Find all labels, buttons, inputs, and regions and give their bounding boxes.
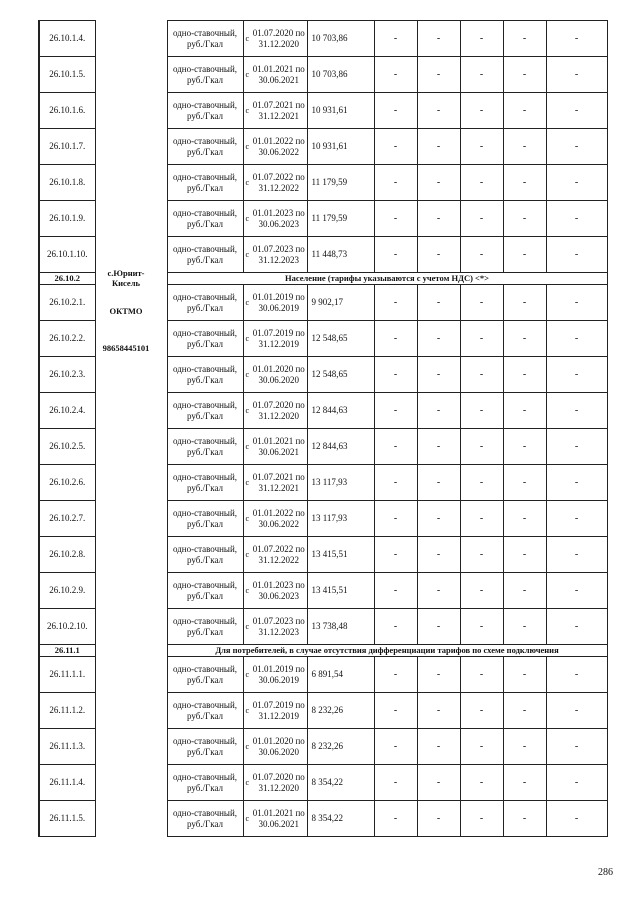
cell-d4: -	[503, 57, 546, 93]
cell-d5: -	[546, 165, 607, 201]
cell-period: 01.01.2019 по 30.06.2019	[251, 285, 307, 321]
table-row	[39, 657, 607, 693]
cell-c: с	[243, 21, 251, 57]
cell-type: одно-ставочный, руб./Гкал	[167, 501, 243, 537]
cell-value: 12 548,65	[307, 321, 374, 357]
cell-type: одно-ставочный, руб./Гкал	[167, 357, 243, 393]
table-row	[39, 129, 607, 165]
side-column-cell	[95, 657, 167, 693]
cell-d1: -	[374, 165, 417, 201]
cell-d4: -	[503, 801, 546, 837]
cell-d5: -	[546, 501, 607, 537]
cell-period: 01.07.2023 по 31.12.2023	[251, 237, 307, 273]
cell-d3: -	[460, 609, 503, 645]
side-column-cell	[95, 57, 167, 93]
cell-d2: -	[417, 801, 460, 837]
cell-d4: -	[503, 693, 546, 729]
cell-period: 01.07.2019 по 31.12.2019	[251, 321, 307, 357]
cell-value: 10 931,61	[307, 129, 374, 165]
cell-d2: -	[417, 93, 460, 129]
cell-d3: -	[460, 765, 503, 801]
cell-d1: -	[374, 573, 417, 609]
cell-c: с	[243, 465, 251, 501]
cell-type: одно-ставочный, руб./Гкал	[167, 237, 243, 273]
cell-d3: -	[460, 21, 503, 57]
side-column-cell	[95, 357, 167, 393]
cell-c: с	[243, 729, 251, 765]
cell-value: 13 117,93	[307, 501, 374, 537]
page-number: 286	[598, 867, 613, 878]
cell-d5: -	[546, 657, 607, 693]
cell-c: с	[243, 357, 251, 393]
side-column-cell	[95, 21, 167, 57]
cell-d5: -	[546, 729, 607, 765]
cell-d1: -	[374, 393, 417, 429]
cell-d3: -	[460, 801, 503, 837]
cell-d4: -	[503, 357, 546, 393]
cell-type: одно-ставочный, руб./Гкал	[167, 321, 243, 357]
cell-d1: -	[374, 285, 417, 321]
cell-d5: -	[546, 537, 607, 573]
cell-type: одно-ставочный, руб./Гкал	[167, 201, 243, 237]
cell-type: одно-ставочный, руб./Гкал	[167, 57, 243, 93]
cell-d1: -	[374, 693, 417, 729]
cell-code: 26.10.2.5.	[39, 429, 95, 465]
cell-code: 26.10.2.2.	[39, 321, 95, 357]
cell-d1: -	[374, 657, 417, 693]
cell-d1: -	[374, 21, 417, 57]
tariff-table	[38, 20, 608, 837]
cell-code: 26.11.1.4.	[39, 765, 95, 801]
cell-d2: -	[417, 729, 460, 765]
cell-c: с	[243, 609, 251, 645]
side-column-cell	[95, 801, 167, 837]
table-row	[39, 609, 607, 645]
section-code: 26.10.2	[39, 273, 95, 285]
cell-d5: -	[546, 465, 607, 501]
cell-value: 13 415,51	[307, 537, 374, 573]
cell-d3: -	[460, 393, 503, 429]
table-row	[39, 501, 607, 537]
cell-c: с	[243, 285, 251, 321]
cell-d3: -	[460, 237, 503, 273]
cell-c: с	[243, 801, 251, 837]
cell-d2: -	[417, 573, 460, 609]
cell-period: 01.07.2019 по 31.12.2019	[251, 693, 307, 729]
cell-value: 10 703,86	[307, 21, 374, 57]
cell-d3: -	[460, 657, 503, 693]
cell-d4: -	[503, 201, 546, 237]
cell-period: 01.01.2022 по 30.06.2022	[251, 501, 307, 537]
cell-c: с	[243, 165, 251, 201]
cell-c: с	[243, 537, 251, 573]
cell-code: 26.11.1.5.	[39, 801, 95, 837]
cell-period: 01.01.2021 по 30.06.2021	[251, 429, 307, 465]
table-row	[39, 765, 607, 801]
cell-type: одно-ставочный, руб./Гкал	[167, 393, 243, 429]
cell-value: 13 415,51	[307, 573, 374, 609]
cell-d2: -	[417, 321, 460, 357]
cell-c: с	[243, 321, 251, 357]
side-column-cell	[95, 645, 167, 657]
cell-d4: -	[503, 393, 546, 429]
side-column-cell	[95, 501, 167, 537]
cell-d2: -	[417, 429, 460, 465]
tariff-table-body	[39, 21, 607, 837]
cell-d5: -	[546, 321, 607, 357]
cell-d4: -	[503, 729, 546, 765]
cell-d5: -	[546, 21, 607, 57]
cell-d1: -	[374, 765, 417, 801]
cell-d3: -	[460, 729, 503, 765]
cell-value: 8 354,22	[307, 801, 374, 837]
cell-d2: -	[417, 393, 460, 429]
cell-d5: -	[546, 93, 607, 129]
cell-period: 01.01.2019 по 30.06.2019	[251, 657, 307, 693]
cell-d1: -	[374, 321, 417, 357]
cell-period: 01.01.2023 по 30.06.2023	[251, 201, 307, 237]
side-column-cell	[95, 129, 167, 165]
cell-d2: -	[417, 693, 460, 729]
cell-d2: -	[417, 465, 460, 501]
cell-d5: -	[546, 573, 607, 609]
cell-d5: -	[546, 201, 607, 237]
cell-period: 01.01.2020 по 30.06.2020	[251, 357, 307, 393]
cell-d2: -	[417, 609, 460, 645]
table-row	[39, 201, 607, 237]
cell-c: с	[243, 237, 251, 273]
cell-d2: -	[417, 237, 460, 273]
cell-period: 01.01.2022 по 30.06.2022	[251, 129, 307, 165]
table-row	[39, 801, 607, 837]
cell-c: с	[243, 501, 251, 537]
cell-type: одно-ставочный, руб./Гкал	[167, 537, 243, 573]
side-column-cell	[95, 93, 167, 129]
cell-d3: -	[460, 693, 503, 729]
cell-code: 26.11.1.3.	[39, 729, 95, 765]
cell-d5: -	[546, 609, 607, 645]
cell-d1: -	[374, 801, 417, 837]
side-column-cell	[95, 609, 167, 645]
cell-d5: -	[546, 429, 607, 465]
side-column-cell	[95, 201, 167, 237]
table-row	[39, 429, 607, 465]
cell-d5: -	[546, 357, 607, 393]
cell-type: одно-ставочный, руб./Гкал	[167, 801, 243, 837]
cell-value: 8 354,22	[307, 765, 374, 801]
cell-d3: -	[460, 357, 503, 393]
cell-d4: -	[503, 657, 546, 693]
cell-d3: -	[460, 465, 503, 501]
cell-value: 13 738,48	[307, 609, 374, 645]
oktmo-label: ОКТМО	[109, 306, 143, 316]
side-column-cell	[95, 429, 167, 465]
cell-d3: -	[460, 129, 503, 165]
cell-d4: -	[503, 609, 546, 645]
cell-d1: -	[374, 57, 417, 93]
cell-d2: -	[417, 501, 460, 537]
cell-value: 8 232,26	[307, 693, 374, 729]
cell-d2: -	[417, 537, 460, 573]
cell-type: одно-ставочный, руб./Гкал	[167, 129, 243, 165]
cell-type: одно-ставочный, руб./Гкал	[167, 609, 243, 645]
cell-code: 26.10.2.4.	[39, 393, 95, 429]
cell-d4: -	[503, 573, 546, 609]
cell-type: одно-ставочный, руб./Гкал	[167, 165, 243, 201]
cell-code: 26.10.1.10.	[39, 237, 95, 273]
municipality-label: с.Юрнит-Кисель	[107, 268, 145, 288]
table-row	[39, 21, 607, 57]
section-title: Для потребителей, в случае отсутствия дифференциации тарифов по схеме подключения	[167, 645, 607, 657]
cell-value: 10 703,86	[307, 57, 374, 93]
cell-code: 26.10.2.10.	[39, 609, 95, 645]
table-row	[39, 93, 607, 129]
cell-value: 12 844,63	[307, 429, 374, 465]
cell-c: с	[243, 693, 251, 729]
cell-d4: -	[503, 93, 546, 129]
side-column-cell	[95, 765, 167, 801]
section-code: 26.11.1	[39, 645, 95, 657]
cell-code: 26.10.1.8.	[39, 165, 95, 201]
cell-d5: -	[546, 801, 607, 837]
cell-d2: -	[417, 765, 460, 801]
cell-period: 01.07.2022 по 31.12.2022	[251, 537, 307, 573]
cell-period: 01.07.2023 по 31.12.2023	[251, 609, 307, 645]
cell-d1: -	[374, 357, 417, 393]
cell-c: с	[243, 573, 251, 609]
cell-code: 26.10.2.3.	[39, 357, 95, 393]
side-column-cell	[95, 573, 167, 609]
cell-d5: -	[546, 285, 607, 321]
cell-type: одно-ставочный, руб./Гкал	[167, 729, 243, 765]
section-title: Население (тарифы указываются с учетом НДС) <*>	[167, 273, 607, 285]
cell-d2: -	[417, 165, 460, 201]
cell-d3: -	[460, 429, 503, 465]
cell-value: 11 448,73	[307, 237, 374, 273]
cell-d3: -	[460, 573, 503, 609]
cell-code: 26.10.1.7.	[39, 129, 95, 165]
cell-d1: -	[374, 729, 417, 765]
cell-type: одно-ставочный, руб./Гкал	[167, 465, 243, 501]
cell-d3: -	[460, 93, 503, 129]
cell-d3: -	[460, 501, 503, 537]
cell-type: одно-ставочный, руб./Гкал	[167, 429, 243, 465]
cell-code: 26.10.1.6.	[39, 93, 95, 129]
table-row	[39, 165, 607, 201]
cell-d2: -	[417, 57, 460, 93]
cell-c: с	[243, 93, 251, 129]
table-row	[39, 693, 607, 729]
cell-code: 26.11.1.1.	[39, 657, 95, 693]
cell-c: с	[243, 657, 251, 693]
table-row	[39, 729, 607, 765]
cell-value: 12 548,65	[307, 357, 374, 393]
cell-d4: -	[503, 321, 546, 357]
cell-d1: -	[374, 465, 417, 501]
cell-type: одно-ставочный, руб./Гкал	[167, 573, 243, 609]
cell-c: с	[243, 393, 251, 429]
cell-period: 01.07.2021 по 31.12.2021	[251, 93, 307, 129]
table-row	[39, 465, 607, 501]
cell-code: 26.11.1.2.	[39, 693, 95, 729]
cell-d5: -	[546, 57, 607, 93]
cell-period: 01.01.2021 по 30.06.2021	[251, 57, 307, 93]
cell-value: 12 844,63	[307, 393, 374, 429]
cell-d2: -	[417, 21, 460, 57]
side-column-cell	[95, 393, 167, 429]
cell-d2: -	[417, 357, 460, 393]
cell-d5: -	[546, 129, 607, 165]
cell-d4: -	[503, 237, 546, 273]
table-row	[39, 537, 607, 573]
cell-d1: -	[374, 201, 417, 237]
cell-d1: -	[374, 93, 417, 129]
cell-type: одно-ставочный, руб./Гкал	[167, 285, 243, 321]
cell-d4: -	[503, 537, 546, 573]
cell-code: 26.10.2.7.	[39, 501, 95, 537]
cell-period: 01.07.2020 по 31.12.2020	[251, 21, 307, 57]
table-row	[39, 357, 607, 393]
cell-d5: -	[546, 237, 607, 273]
cell-d4: -	[503, 129, 546, 165]
cell-c: с	[243, 765, 251, 801]
cell-code: 26.10.2.1.	[39, 285, 95, 321]
cell-d1: -	[374, 429, 417, 465]
section-header-row	[39, 645, 607, 657]
cell-type: одно-ставочный, руб./Гкал	[167, 765, 243, 801]
cell-d2: -	[417, 201, 460, 237]
cell-d4: -	[503, 21, 546, 57]
cell-d3: -	[460, 285, 503, 321]
cell-d4: -	[503, 765, 546, 801]
cell-d1: -	[374, 501, 417, 537]
cell-d2: -	[417, 285, 460, 321]
cell-code: 26.10.2.8.	[39, 537, 95, 573]
cell-code: 26.10.2.6.	[39, 465, 95, 501]
cell-value: 13 117,93	[307, 465, 374, 501]
cell-type: одно-ставочный, руб./Гкал	[167, 93, 243, 129]
cell-d5: -	[546, 765, 607, 801]
cell-period: 01.07.2020 по 31.12.2020	[251, 765, 307, 801]
cell-d3: -	[460, 201, 503, 237]
cell-value: 8 232,26	[307, 729, 374, 765]
cell-c: с	[243, 57, 251, 93]
cell-d4: -	[503, 429, 546, 465]
cell-d3: -	[460, 165, 503, 201]
cell-d3: -	[460, 537, 503, 573]
cell-d5: -	[546, 693, 607, 729]
side-column-cell	[95, 465, 167, 501]
table-row	[39, 573, 607, 609]
cell-period: 01.01.2020 по 30.06.2020	[251, 729, 307, 765]
table-row	[39, 393, 607, 429]
cell-value: 9 902,17	[307, 285, 374, 321]
table-row	[39, 57, 607, 93]
cell-code: 26.10.1.4.	[39, 21, 95, 57]
cell-d4: -	[503, 465, 546, 501]
cell-period: 01.07.2020 по 31.12.2020	[251, 393, 307, 429]
cell-c: с	[243, 201, 251, 237]
side-column-cell	[95, 165, 167, 201]
cell-code: 26.10.2.9.	[39, 573, 95, 609]
cell-d1: -	[374, 129, 417, 165]
side-column-cell	[95, 729, 167, 765]
cell-d2: -	[417, 657, 460, 693]
side-column-cell	[95, 537, 167, 573]
cell-d4: -	[503, 501, 546, 537]
cell-type: одно-ставочный, руб./Гкал	[167, 693, 243, 729]
cell-d1: -	[374, 609, 417, 645]
cell-period: 01.07.2022 по 31.12.2022	[251, 165, 307, 201]
cell-type: одно-ставочный, руб./Гкал	[167, 657, 243, 693]
cell-period: 01.07.2021 по 31.12.2021	[251, 465, 307, 501]
cell-value: 11 179,59	[307, 201, 374, 237]
cell-type: одно-ставочный, руб./Гкал	[167, 21, 243, 57]
cell-d4: -	[503, 165, 546, 201]
cell-code: 26.10.1.5.	[39, 57, 95, 93]
oktmo-code: 98658445101	[102, 343, 150, 353]
side-column-cell	[95, 693, 167, 729]
cell-value: 11 179,59	[307, 165, 374, 201]
cell-period: 01.01.2021 по 30.06.2021	[251, 801, 307, 837]
cell-d3: -	[460, 57, 503, 93]
cell-d2: -	[417, 129, 460, 165]
cell-d1: -	[374, 237, 417, 273]
cell-c: с	[243, 429, 251, 465]
cell-value: 6 891,54	[307, 657, 374, 693]
cell-value: 10 931,61	[307, 93, 374, 129]
cell-period: 01.01.2023 по 30.06.2023	[251, 573, 307, 609]
cell-d3: -	[460, 321, 503, 357]
cell-d5: -	[546, 393, 607, 429]
cell-c: с	[243, 129, 251, 165]
cell-d1: -	[374, 537, 417, 573]
cell-d4: -	[503, 285, 546, 321]
cell-code: 26.10.1.9.	[39, 201, 95, 237]
